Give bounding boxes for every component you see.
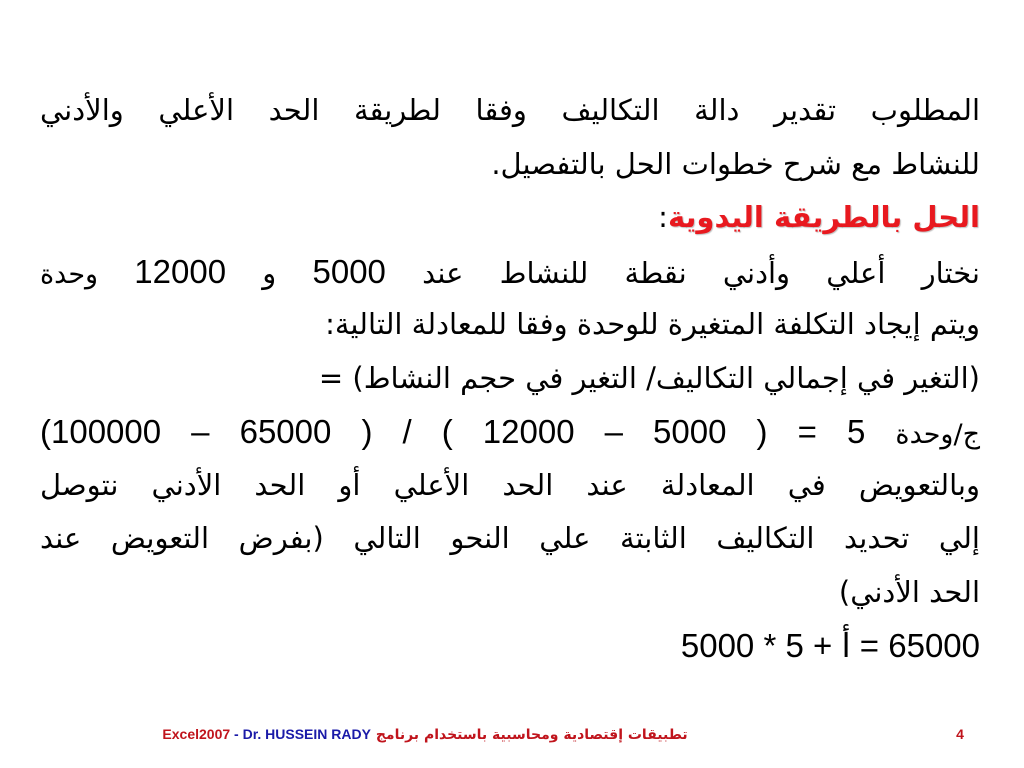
footer-author: Dr. HUSSEIN RADY <box>242 726 371 742</box>
slide-body <box>40 84 980 673</box>
body-line-5-text: ويتم إيجاد التكلفة المتغيرة للوحدة وفقا للمعادلة التالية: <box>325 307 980 341</box>
body-line-7 <box>40 405 980 459</box>
body-line-11 <box>40 619 980 673</box>
body-line-4-and: و <box>262 255 277 290</box>
body-line-4-unit: وحدة <box>40 258 99 290</box>
variable-cost-unit: ج/وحدة <box>895 419 980 450</box>
body-line-9-text: إلي تحديد التكاليف الثابتة علي النحو التالي (بفرض التعويض عند <box>40 521 980 555</box>
footer-page-number: 4 <box>956 726 964 742</box>
body-line-4-text-a: نختار أعلي وأدني نقطة للنشاط عند <box>422 255 981 290</box>
body-line-2 <box>40 138 980 192</box>
footer-separator: - <box>230 726 243 742</box>
footer-title <box>140 726 710 743</box>
body-line-1-text: المطلوب تقدير دالة التكاليف وفقا لطريقة الحد الأعلي والأدني <box>40 93 980 127</box>
slide-footer <box>0 722 1024 746</box>
body-line-5 <box>40 298 980 352</box>
solution-heading: الحل بالطريقة اليدوية <box>667 200 980 234</box>
body-line-9 <box>40 512 980 566</box>
body-line-10-text: الحد الأدني) <box>838 574 980 609</box>
activity-high-value: 12000 <box>134 252 227 290</box>
variable-cost-formula: (100000 – 65000 ) / ( 12000 – 5000 ) = 5 <box>40 413 866 450</box>
body-line-6-text: (التغير في إجمالي التكاليف/ التغير في حجم النشاط) = <box>318 360 980 395</box>
footer-excel-label: Excel2007 <box>162 726 231 742</box>
activity-low-value: 5000 <box>312 252 386 290</box>
body-line-8 <box>40 459 980 513</box>
body-line-8-text: وبالتعويض في المعادلة عند الحد الأعلي أو الحد الأدني نتوصل <box>40 467 980 502</box>
solution-heading-colon: : <box>658 200 668 234</box>
body-line-2-text: للنشاط مع شرح خطوات الحل بالتفصيل. <box>491 146 980 181</box>
body-line-1 <box>40 84 980 138</box>
body-line-10 <box>40 566 980 620</box>
fixed-cost-formula: 65000 = أ + 5 * 5000 <box>680 627 980 664</box>
body-line-4 <box>40 245 980 299</box>
body-line-6 <box>40 352 980 406</box>
solution-heading-line <box>40 191 980 245</box>
footer-course-title: تطبيقات إقتصادية ومحاسبية باستخدام برنامج <box>375 727 688 743</box>
